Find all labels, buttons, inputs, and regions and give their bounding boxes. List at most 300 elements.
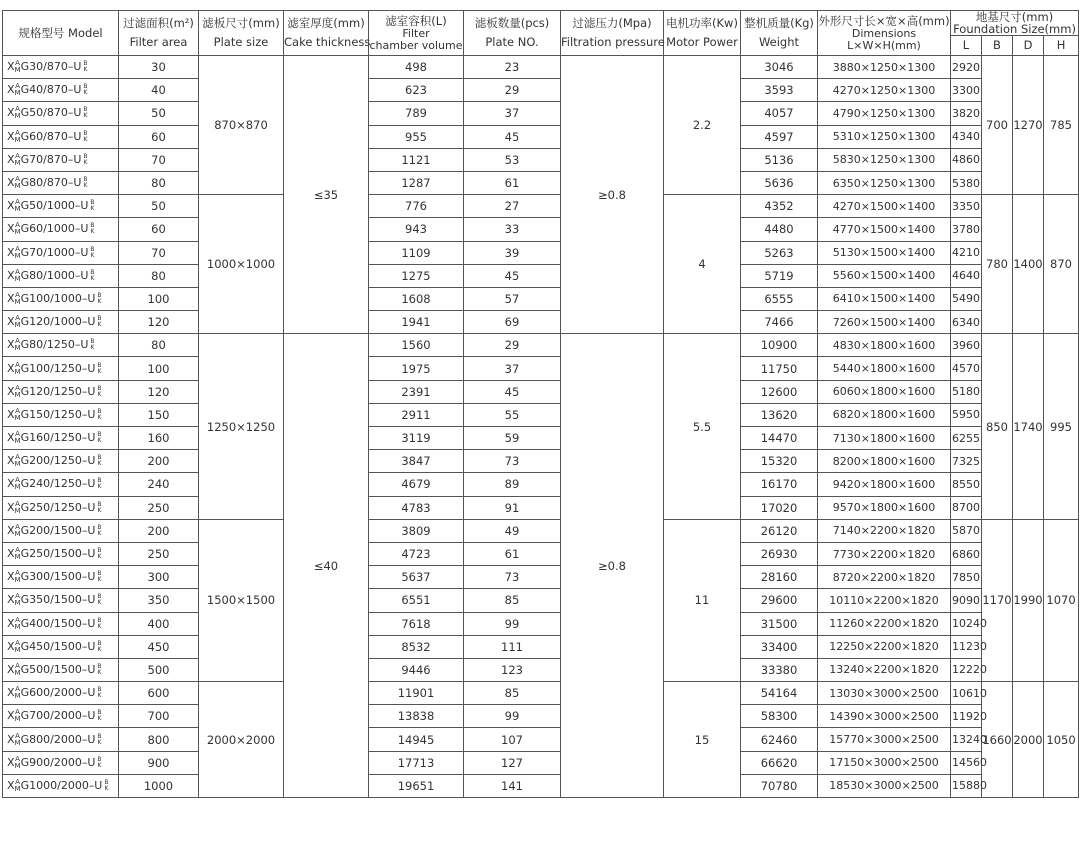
table-row	[3, 241, 1079, 264]
foundation-L-cell: 11920	[951, 705, 982, 728]
dimensions-cell: 9570×1800×1600	[818, 496, 951, 519]
model-mark-stack	[97, 594, 101, 606]
model-mark-sub: M	[14, 692, 21, 701]
model-mark-top: A	[15, 569, 20, 578]
weight-cell: 3046	[741, 56, 818, 79]
chamber-volume-cell: 789	[369, 102, 464, 125]
header-foundation-L: L	[951, 36, 982, 56]
header-plate-number: 滤板数量(pcs) Plate NO.	[464, 11, 561, 56]
model-mark-sub: M	[14, 112, 21, 121]
plate-number-cell: 61	[464, 542, 561, 565]
plate-number-cell: 59	[464, 427, 561, 450]
model-prefix: X	[7, 778, 15, 792]
model-name: G450/1500–U	[20, 639, 96, 653]
plate-number-cell: 49	[464, 519, 561, 542]
table-row	[3, 148, 1079, 171]
model-prefix: X	[7, 523, 15, 537]
model-mark-top: A	[15, 615, 20, 624]
model-mark-top: A	[15, 638, 20, 647]
motor-power-cell: 11	[664, 519, 741, 681]
model-mark-sub: M	[14, 344, 21, 353]
model-mark-stack	[97, 386, 101, 398]
foundation-L-cell: 8550	[951, 473, 982, 496]
model-mark-stack-top: B	[97, 662, 102, 670]
model-mark-sub: M	[14, 89, 21, 98]
filter-area-cell: 120	[119, 311, 199, 334]
weight-cell: 11750	[741, 357, 818, 380]
table-row	[3, 542, 1079, 565]
model-mark-stack-top: B	[97, 755, 102, 763]
foundation-D-cell: 2000	[1013, 682, 1044, 798]
model-mark-sub: M	[14, 529, 21, 538]
model-mark-stack-bottom: K	[90, 344, 95, 352]
foundation-L-cell: 2920	[951, 56, 982, 79]
weight-cell: 5636	[741, 171, 818, 194]
table-row	[3, 427, 1079, 450]
model-prefix: X	[7, 315, 15, 329]
foundation-D-cell: 1740	[1013, 334, 1044, 520]
foundation-L-cell: 3820	[951, 102, 982, 125]
model-name: G120/1250–U	[20, 384, 96, 398]
model-prefix: X	[7, 454, 15, 468]
model-prefix: X	[7, 547, 15, 561]
model-mark-top: A	[15, 777, 20, 786]
dimensions-cell: 7260×1500×1400	[818, 311, 951, 334]
model-cell	[3, 380, 119, 403]
model-mark-stack-bottom: K	[83, 89, 88, 97]
model-mark-stack-bottom: K	[97, 390, 102, 398]
model-cell	[3, 357, 119, 380]
model-prefix: X	[7, 60, 15, 74]
model-prefix: X	[7, 616, 15, 630]
foundation-L-cell: 5950	[951, 403, 982, 426]
filter-area-cell: 1000	[119, 774, 199, 797]
model-prefix: X	[7, 176, 15, 190]
foundation-L-cell: 10610	[951, 682, 982, 705]
dimensions-cell: 18530×3000×2500	[818, 774, 951, 797]
cake-thickness-cell: ≤35	[284, 56, 369, 334]
plate-number-cell: 111	[464, 635, 561, 658]
chamber-volume-cell: 1608	[369, 287, 464, 310]
table-row	[3, 334, 1079, 357]
chamber-volume-cell: 6551	[369, 589, 464, 612]
model-mark-stack-bottom: K	[97, 529, 102, 537]
chamber-volume-cell: 498	[369, 56, 464, 79]
foundation-D-cell: 1400	[1013, 195, 1044, 334]
model-mark-top: A	[15, 59, 20, 68]
model-mark-stack-top: B	[97, 361, 102, 369]
model-mark-stack-bottom: K	[97, 645, 102, 653]
chamber-volume-cell: 4679	[369, 473, 464, 496]
plate-number-cell: 107	[464, 728, 561, 751]
model-mark-stack-top: B	[97, 384, 102, 392]
model-cell	[3, 195, 119, 218]
model-mark-top: A	[15, 383, 20, 392]
foundation-L-cell: 9090	[951, 589, 982, 612]
weight-cell: 4480	[741, 218, 818, 241]
header-motor-power: 电机功率(Kw) Motor Power	[664, 11, 741, 56]
model-cell	[3, 519, 119, 542]
filter-area-cell: 120	[119, 380, 199, 403]
header-weight: 整机质量(Kg) Weight	[741, 11, 818, 56]
spec-table	[2, 10, 1079, 798]
dimensions-cell: 4790×1250×1300	[818, 102, 951, 125]
model-mark-stack	[83, 154, 87, 166]
filter-area-cell: 50	[119, 195, 199, 218]
plate-size-cell: 1000×1000	[199, 195, 284, 334]
plate-size-cell: 870×870	[199, 56, 284, 195]
plate-number-cell: 99	[464, 612, 561, 635]
model-mark-sub: M	[14, 668, 21, 677]
model-name: G100/1000–U	[20, 291, 96, 305]
model-mark-stack-bottom: K	[83, 182, 88, 190]
model-cell	[3, 612, 119, 635]
plate-number-cell: 85	[464, 682, 561, 705]
model-mark-stack-bottom: K	[97, 506, 102, 514]
plate-number-cell: 33	[464, 218, 561, 241]
header-cake-thickness: 滤室厚度(mm) Cake thickness	[284, 11, 369, 56]
foundation-L-cell: 8700	[951, 496, 982, 519]
model-prefix: X	[7, 129, 15, 143]
model-mark-top: A	[15, 360, 20, 369]
model-mark-stack-bottom: K	[97, 599, 102, 607]
foundation-L-cell: 11230	[951, 635, 982, 658]
plate-number-cell: 27	[464, 195, 561, 218]
weight-cell: 10900	[741, 334, 818, 357]
model-mark-top: A	[15, 244, 20, 253]
model-cell	[3, 728, 119, 751]
model-cell	[3, 403, 119, 426]
table-row	[3, 56, 1079, 79]
model-mark-stack-bottom: K	[97, 297, 102, 305]
model-cell	[3, 427, 119, 450]
model-mark-sub: M	[14, 553, 21, 562]
chamber-volume-cell: 13838	[369, 705, 464, 728]
model-mark-stack	[104, 780, 108, 792]
dimensions-cell: 7730×2200×1820	[818, 542, 951, 565]
table-body	[3, 56, 1079, 798]
model-name: G50/1000–U	[20, 199, 89, 213]
weight-cell: 70780	[741, 774, 818, 797]
foundation-L-cell: 5180	[951, 380, 982, 403]
model-mark-top: A	[15, 546, 20, 555]
filter-area-cell: 40	[119, 79, 199, 102]
foundation-H-cell: 1050	[1044, 682, 1079, 798]
weight-cell: 29600	[741, 589, 818, 612]
model-mark-stack	[97, 502, 101, 514]
table-row	[3, 658, 1079, 681]
model-mark-stack	[90, 200, 94, 212]
model-mark-stack	[97, 316, 101, 328]
model-mark-stack	[97, 664, 101, 676]
model-name: G700/2000–U	[20, 709, 96, 723]
model-prefix: X	[7, 732, 15, 746]
model-name: G70/870–U	[20, 152, 82, 166]
filter-area-cell: 100	[119, 357, 199, 380]
table-row	[3, 774, 1079, 797]
model-mark-sub: M	[14, 135, 21, 144]
model-mark-top: A	[15, 337, 20, 346]
motor-power-cell: 2.2	[664, 56, 741, 195]
chamber-volume-cell: 955	[369, 125, 464, 148]
model-name: G160/1250–U	[20, 431, 96, 445]
model-cell	[3, 56, 119, 79]
model-cell	[3, 148, 119, 171]
table-row	[3, 311, 1079, 334]
foundation-L-cell: 3960	[951, 334, 982, 357]
model-mark-stack	[97, 478, 101, 490]
foundation-H-cell: 1070	[1044, 519, 1079, 681]
dimensions-cell: 6060×1800×1600	[818, 380, 951, 403]
dimensions-cell: 4270×1500×1400	[818, 195, 951, 218]
foundation-L-cell: 3350	[951, 195, 982, 218]
model-mark-top: A	[15, 708, 20, 717]
model-mark-top: A	[15, 476, 20, 485]
weight-cell: 66620	[741, 751, 818, 774]
model-mark-stack	[90, 223, 94, 235]
model-mark-stack-top: B	[97, 593, 102, 601]
dimensions-cell: 8720×2200×1820	[818, 566, 951, 589]
filter-area-cell: 500	[119, 658, 199, 681]
model-prefix: X	[7, 477, 15, 491]
model-name: G240/1250–U	[20, 477, 96, 491]
cake-thickness-cell: ≤40	[284, 334, 369, 798]
filter-area-cell: 200	[119, 519, 199, 542]
filter-area-cell: 700	[119, 705, 199, 728]
model-mark-stack	[97, 734, 101, 746]
model-mark-sub: M	[14, 715, 21, 724]
foundation-H-cell: 785	[1044, 56, 1079, 195]
weight-cell: 62460	[741, 728, 818, 751]
model-prefix: X	[7, 500, 15, 514]
model-name: G500/1500–U	[20, 662, 96, 676]
model-mark-stack-top: B	[97, 686, 102, 694]
model-prefix: X	[7, 755, 15, 769]
table-row	[3, 728, 1079, 751]
model-mark-sub: M	[14, 483, 21, 492]
filter-area-cell: 60	[119, 218, 199, 241]
model-mark-top: A	[15, 406, 20, 415]
weight-cell: 17020	[741, 496, 818, 519]
model-mark-stack-bottom: K	[97, 761, 102, 769]
weight-cell: 4057	[741, 102, 818, 125]
chamber-volume-cell: 1275	[369, 264, 464, 287]
weight-cell: 6555	[741, 287, 818, 310]
model-mark-stack-top: B	[83, 83, 88, 91]
foundation-L-cell: 7325	[951, 450, 982, 473]
model-cell	[3, 102, 119, 125]
model-cell	[3, 774, 119, 797]
model-mark-stack	[97, 432, 101, 444]
model-mark-top: A	[15, 453, 20, 462]
model-prefix: X	[7, 431, 15, 445]
model-name: G250/1500–U	[20, 547, 96, 561]
model-mark-stack-top: B	[104, 778, 109, 786]
model-cell	[3, 589, 119, 612]
plate-number-cell: 127	[464, 751, 561, 774]
plate-size-cell: 2000×2000	[199, 682, 284, 798]
foundation-D-cell: 1270	[1013, 56, 1044, 195]
model-mark-stack-bottom: K	[97, 668, 102, 676]
model-mark-top: A	[15, 430, 20, 439]
model-mark-sub: M	[14, 413, 21, 422]
model-cell	[3, 496, 119, 519]
filter-area-cell: 350	[119, 589, 199, 612]
model-mark-stack-bottom: K	[97, 715, 102, 723]
header-model: 规格型号 Model	[3, 11, 119, 56]
plate-size-cell: 1500×1500	[199, 519, 284, 681]
model-mark-stack	[97, 293, 101, 305]
header-chamber-volume: 滤室容积(L) Filter chamber volume	[369, 11, 464, 56]
model-mark-stack	[83, 61, 87, 73]
model-mark-stack-bottom: K	[104, 784, 109, 792]
table-row	[3, 635, 1079, 658]
model-name: G80/1000–U	[20, 268, 89, 282]
model-mark-sub: M	[14, 182, 21, 191]
model-mark-stack	[83, 107, 87, 119]
model-mark-stack	[97, 548, 101, 560]
dimensions-cell: 17150×3000×2500	[818, 751, 951, 774]
model-mark-stack-bottom: K	[83, 135, 88, 143]
foundation-L-cell: 6340	[951, 311, 982, 334]
model-mark-stack	[97, 687, 101, 699]
model-name: G40/870–U	[20, 83, 82, 97]
model-mark-stack-top: B	[97, 454, 102, 462]
weight-cell: 15320	[741, 450, 818, 473]
model-cell	[3, 125, 119, 148]
filtration-pressure-cell: ≥0.8	[561, 56, 664, 334]
model-mark-sub: M	[14, 738, 21, 747]
foundation-L-cell: 7850	[951, 566, 982, 589]
model-mark-stack-top: B	[97, 570, 102, 578]
model-mark-top: A	[15, 314, 20, 323]
weight-cell: 3593	[741, 79, 818, 102]
table-row	[3, 519, 1079, 542]
model-mark-stack-top: B	[90, 245, 95, 253]
model-mark-stack-top: B	[97, 500, 102, 508]
plate-number-cell: 37	[464, 102, 561, 125]
model-name: G80/1250–U	[20, 338, 89, 352]
model-mark-stack-top: B	[97, 523, 102, 531]
dimensions-cell: 12250×2200×1820	[818, 635, 951, 658]
filter-area-cell: 50	[119, 102, 199, 125]
model-name: G100/1250–U	[20, 361, 96, 375]
foundation-D-cell: 1990	[1013, 519, 1044, 681]
plate-number-cell: 23	[464, 56, 561, 79]
filter-area-cell: 800	[119, 728, 199, 751]
filter-area-cell: 450	[119, 635, 199, 658]
model-mark-stack	[90, 247, 94, 259]
foundation-H-cell: 995	[1044, 334, 1079, 520]
dimensions-cell: 13240×2200×1820	[818, 658, 951, 681]
model-mark-sub: M	[14, 761, 21, 770]
dimensions-cell: 5310×1250×1300	[818, 125, 951, 148]
model-mark-stack-bottom: K	[97, 692, 102, 700]
weight-cell: 5719	[741, 264, 818, 287]
chamber-volume-cell: 1121	[369, 148, 464, 171]
table-row	[3, 705, 1079, 728]
model-name: G80/870–U	[20, 176, 82, 190]
model-mark-sub: M	[14, 205, 21, 214]
model-mark-stack-bottom: K	[97, 483, 102, 491]
model-prefix: X	[7, 245, 15, 259]
chamber-volume-cell: 943	[369, 218, 464, 241]
chamber-volume-cell: 1975	[369, 357, 464, 380]
motor-power-cell: 5.5	[664, 334, 741, 520]
model-mark-stack-bottom: K	[97, 367, 102, 375]
weight-cell: 33380	[741, 658, 818, 681]
dimensions-cell: 6350×1250×1300	[818, 171, 951, 194]
model-prefix: X	[7, 83, 15, 97]
plate-number-cell: 39	[464, 241, 561, 264]
model-mark-stack-top: B	[90, 199, 95, 207]
chamber-volume-cell: 14945	[369, 728, 464, 751]
plate-number-cell: 37	[464, 357, 561, 380]
model-cell	[3, 79, 119, 102]
model-mark-stack	[97, 409, 101, 421]
plate-size-cell: 1250×1250	[199, 334, 284, 520]
table-row	[3, 612, 1079, 635]
model-name: G60/1000–U	[20, 222, 89, 236]
model-mark-stack	[97, 455, 101, 467]
model-mark-stack-top: B	[97, 407, 102, 415]
plate-number-cell: 99	[464, 705, 561, 728]
foundation-L-cell: 15880	[951, 774, 982, 797]
model-mark-stack-bottom: K	[97, 321, 102, 329]
model-mark-stack	[83, 131, 87, 143]
model-mark-stack-top: B	[97, 709, 102, 717]
model-prefix: X	[7, 338, 15, 352]
model-mark-stack-bottom: K	[97, 460, 102, 468]
weight-cell: 58300	[741, 705, 818, 728]
model-prefix: X	[7, 570, 15, 584]
table-row	[3, 473, 1079, 496]
plate-number-cell: 45	[464, 125, 561, 148]
model-mark-top: A	[15, 754, 20, 763]
table-row	[3, 102, 1079, 125]
model-mark-sub: M	[14, 460, 21, 469]
model-mark-sub: M	[14, 784, 21, 793]
foundation-H-cell: 870	[1044, 195, 1079, 334]
model-prefix: X	[7, 686, 15, 700]
model-name: G1000/2000–U	[20, 778, 103, 792]
foundation-B-cell: 780	[982, 195, 1013, 334]
filter-area-cell: 100	[119, 287, 199, 310]
chamber-volume-cell: 4783	[369, 496, 464, 519]
chamber-volume-cell: 1560	[369, 334, 464, 357]
dimensions-cell: 8200×1800×1600	[818, 450, 951, 473]
dimensions-cell: 5830×1250×1300	[818, 148, 951, 171]
table-row	[3, 79, 1079, 102]
model-cell	[3, 542, 119, 565]
model-mark-sub: M	[14, 297, 21, 306]
foundation-L-cell: 4210	[951, 241, 982, 264]
table-row	[3, 682, 1079, 705]
model-mark-top: A	[15, 105, 20, 114]
plate-number-cell: 45	[464, 380, 561, 403]
model-mark-sub: M	[14, 622, 21, 631]
model-cell	[3, 334, 119, 357]
model-mark-sub: M	[14, 321, 21, 330]
header-foundation-size: 地基尺寸(mm) Foundation Size(mm)	[951, 11, 1079, 36]
table-row	[3, 125, 1079, 148]
header-plate-size: 滤板尺寸(mm) Plate size	[199, 11, 284, 56]
plate-number-cell: 55	[464, 403, 561, 426]
foundation-L-cell: 5380	[951, 171, 982, 194]
filter-area-cell: 250	[119, 496, 199, 519]
model-prefix: X	[7, 709, 15, 723]
foundation-B-cell: 1170	[982, 519, 1013, 681]
